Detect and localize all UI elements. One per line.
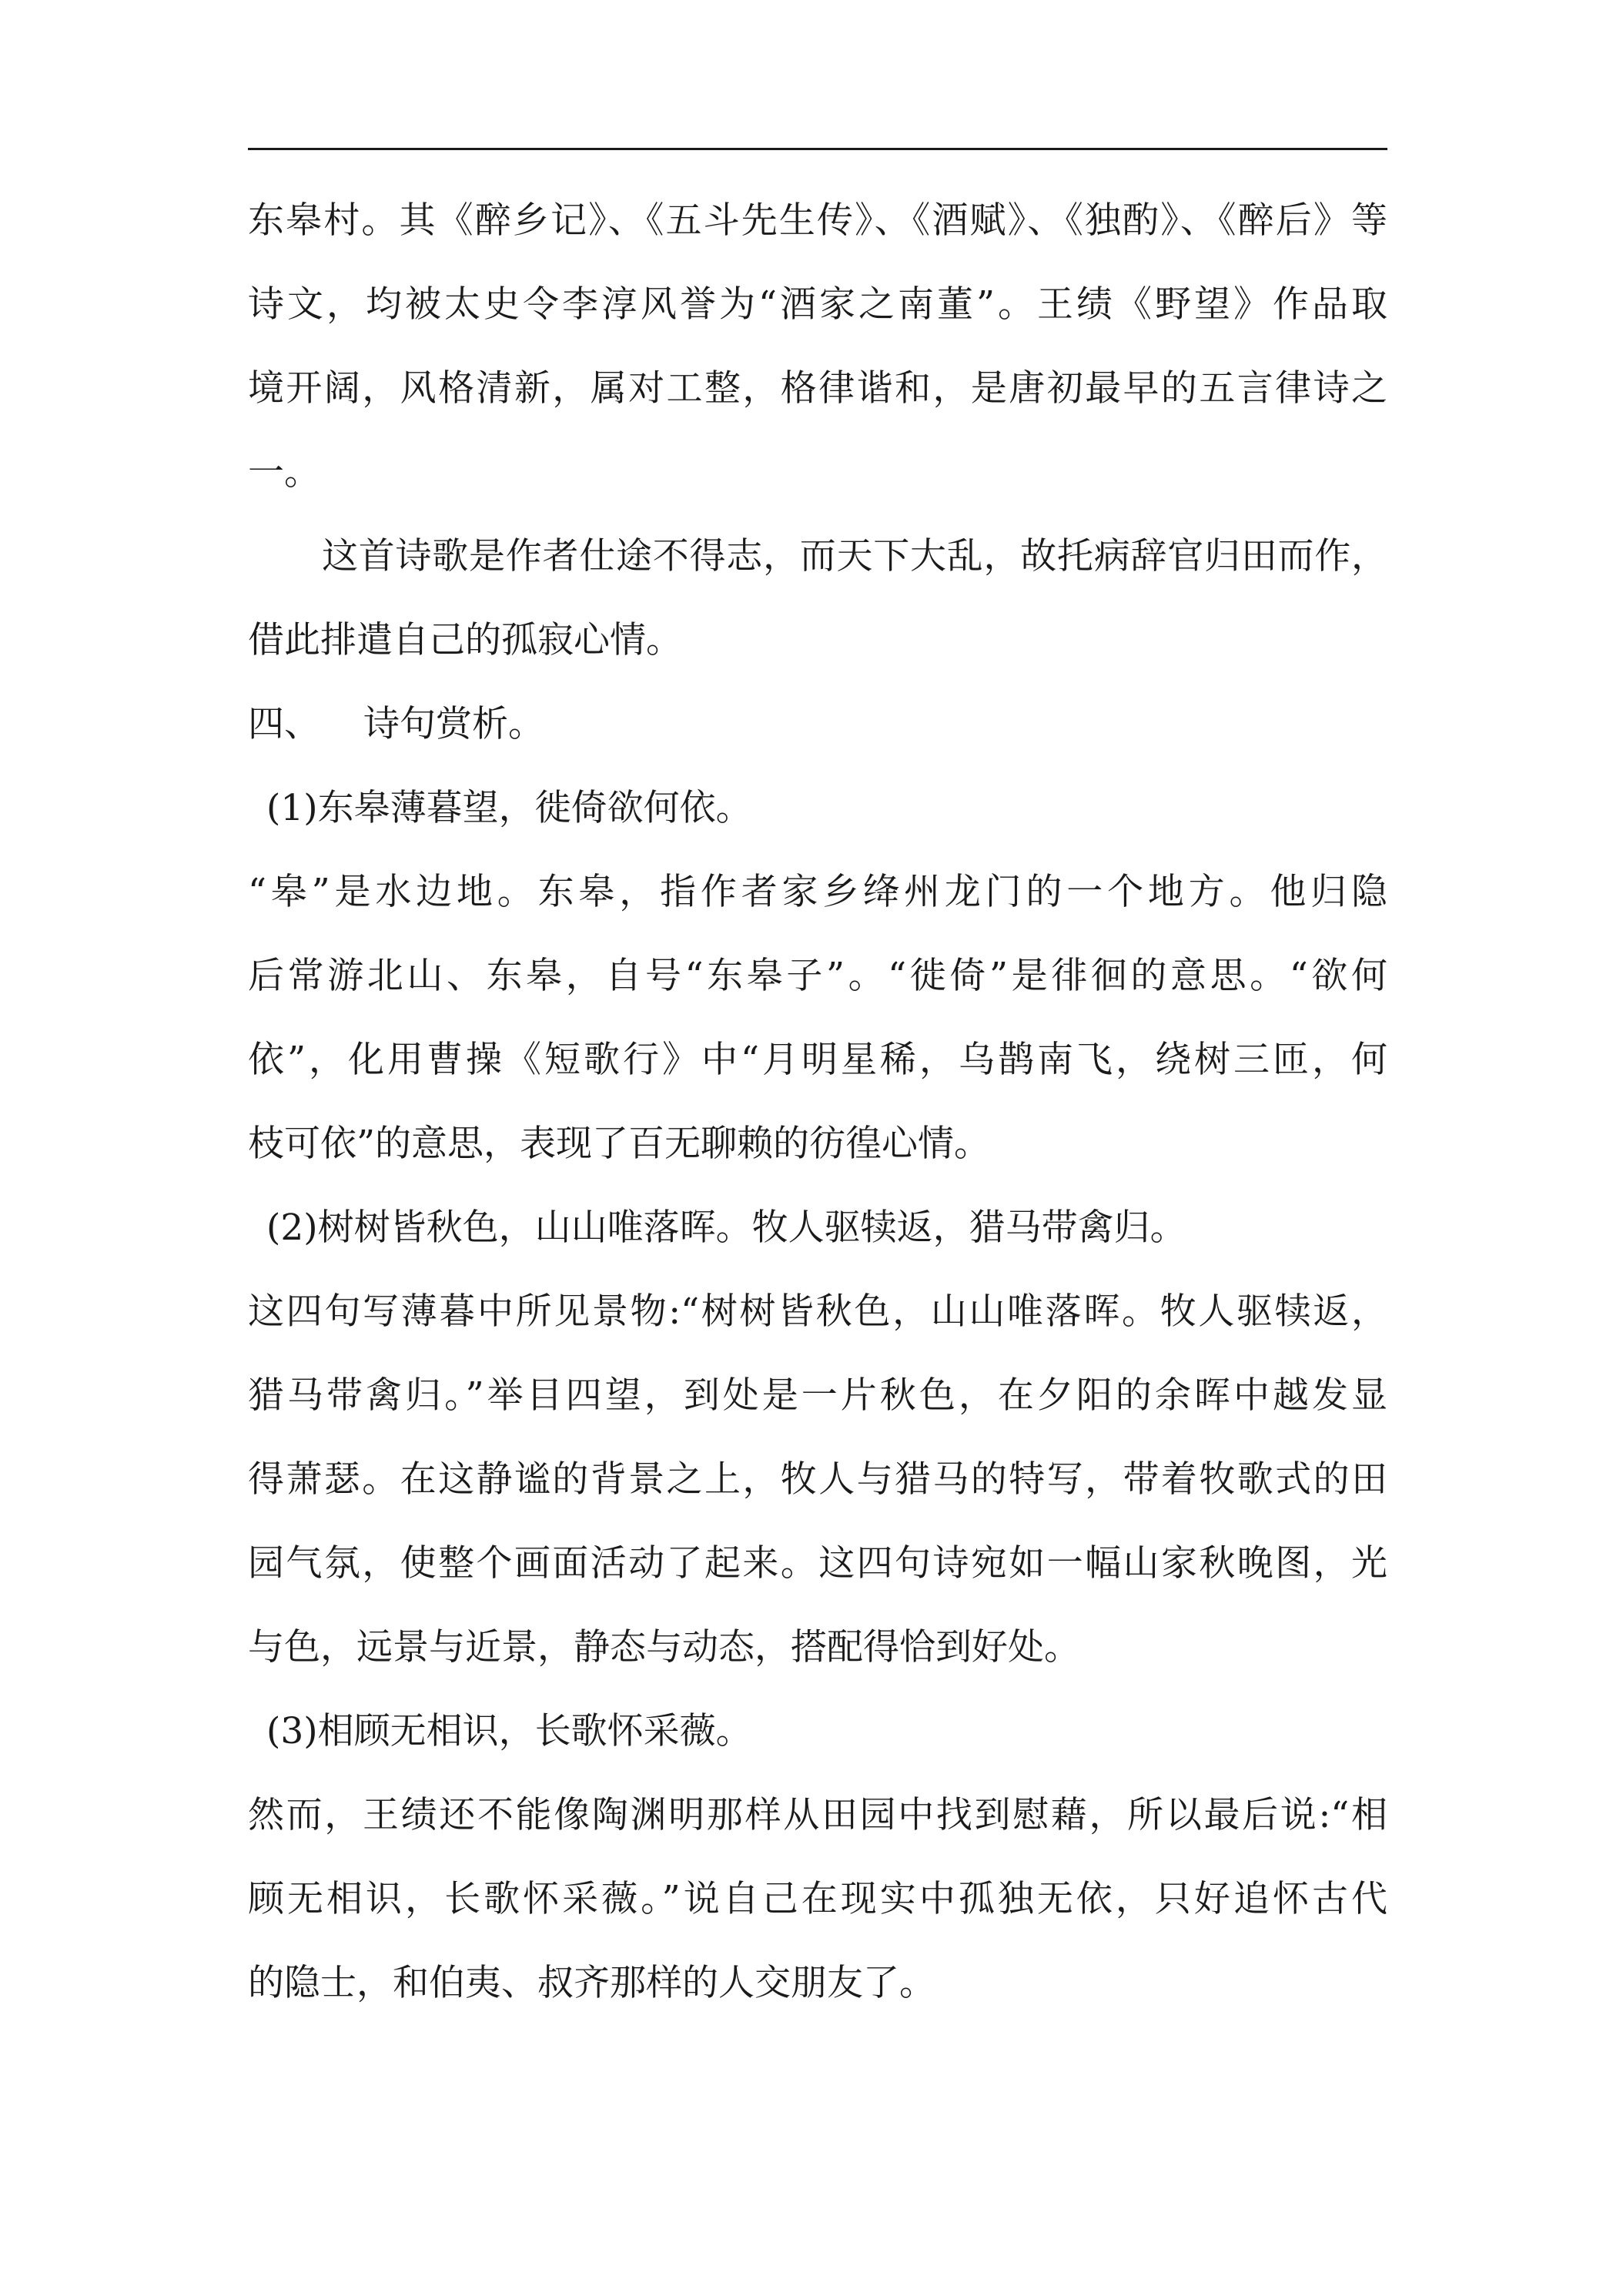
analysis-item-1: [248, 766, 1387, 1186]
section-number: 四、: [248, 703, 320, 745]
text-line: 一。: [248, 451, 320, 494]
header-rule: [248, 148, 1387, 150]
analysis-item-3: [248, 1689, 1387, 2025]
text-line: 与色，远景与近景，静态与动态，搭配得恰到好处。: [248, 1626, 1080, 1668]
verse-label: (1)东皋薄暮望，徙倚欲何依。: [266, 787, 752, 829]
section-heading: [248, 682, 1387, 766]
text-line: 的隐士，和伯夷、叔齐那样的人交朋友了。: [248, 1962, 935, 2004]
document-body: [248, 179, 1387, 2025]
paragraph-author-works: [248, 179, 1387, 514]
text-line: 东皋村。其《醉乡记》、《五斗先生传》、《酒赋》、《独酌》、《醉后》等: [248, 199, 1387, 242]
text-line: 枝可依”的意思，表现了百无聊赖的彷徨心情。: [248, 1123, 991, 1165]
section-title: 诗句赏析。: [363, 703, 544, 745]
text-line: 依”，化用曹操《短歌行》中“月明星稀，乌鹊南飞，绕树三匝，何: [248, 1039, 1387, 1081]
verse-label: (2)树树皆秋色，山山唯落晖。牧人驱犊返，猎马带禽归。: [266, 1207, 1186, 1249]
verse-label: (3)相顾无相识，长歌怀采薇。: [266, 1710, 752, 1752]
paragraph-background: [248, 514, 1387, 682]
text-line: 境开阔，风格清新，属对工整，格律谐和，是唐初最早的五言律诗之: [248, 367, 1387, 410]
analysis-item-2: [248, 1186, 1387, 1689]
text-line: 得萧瑟。在这静谧的背景之上，牧人与猎马的特写，带着牧歌式的田: [248, 1458, 1387, 1501]
text-line: 诗文，均被太史令李淳风誉为“酒家之南董”。王绩《野望》作品取: [248, 283, 1387, 326]
text-line: 后常游北山、东皋，自号“东皋子”。“徙倚”是徘徊的意思。“欲何: [248, 955, 1387, 997]
text-line: 然而，王绩还不能像陶渊明那样从田园中找到慰藉，所以最后说:“相: [248, 1794, 1387, 1836]
text-line: 顾无相识，长歌怀采薇。”说自己在现实中孤独无依，只好追怀古代: [248, 1878, 1387, 1920]
text-line: 这首诗歌是作者仕途不得志，而天下大乱，故托病辞官归田而作，: [322, 535, 1387, 577]
text-line: 这四句写薄暮中所见景物:“树树皆秋色，山山唯落晖。牧人驱犊返，: [248, 1290, 1387, 1333]
text-line: 猎马带禽归。”举目四望，到处是一片秋色，在夕阳的余晖中越发显: [248, 1374, 1387, 1417]
text-line: “皋”是水边地。东皋，指作者家乡绛州龙门的一个地方。他归隐: [248, 871, 1387, 913]
text-line: 借此排遣自己的孤寂心情。: [248, 619, 682, 661]
text-line: 园气氛，使整个画面活动了起来。这四句诗宛如一幅山家秋晚图，光: [248, 1542, 1387, 1585]
